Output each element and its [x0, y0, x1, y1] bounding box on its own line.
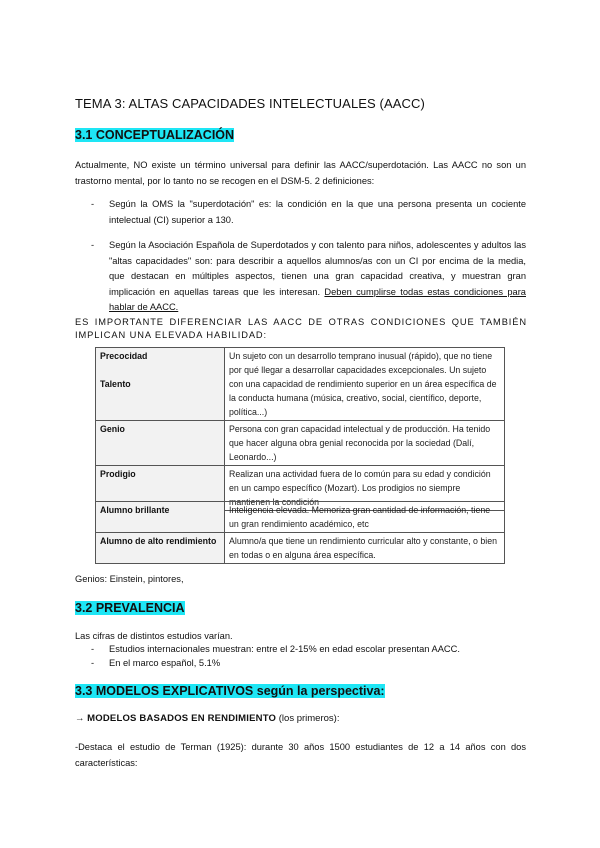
section-heading-modelos: [75, 684, 385, 698]
label-alumno-alto-rendimiento: Alumno de alto rendimiento: [96, 533, 225, 564]
page-title: TEMA 3: ALTAS CAPACIDADES INTELECTUALES (AACC): [75, 96, 425, 111]
text-genio: Persona con gran capacidad intelectual y de producción. Ha tenido que hacer alguna obra genial reconocida por la sociedad (Dalí, Leonardo...): [225, 421, 505, 466]
prevalencia-intro: Las cifras de distintos estudios varían.: [75, 631, 233, 641]
models-line: [75, 713, 339, 724]
label-talento: Talento: [100, 379, 131, 389]
bullet-dash: -: [91, 644, 95, 654]
genios-note: Genios: Einstein, pintores,: [75, 574, 184, 584]
bullet-asociacion-text: [109, 238, 526, 316]
arrow-icon: →: [75, 713, 85, 724]
text-prodigio: Realizan una actividad fuera de lo común para su edad y condición en un campo específico (Mozart). Los prodigios no siempre mantienen la condición: [225, 466, 505, 511]
table-label-cell: [96, 348, 225, 421]
models-suffix: (los primeros):: [278, 713, 340, 724]
label-genio: Genio: [96, 421, 225, 466]
text-alumno-alto-rendimiento: Alumno/a que tiene un rendimiento curricular alto y constante, o bien en todas o en alguna área específica.: [225, 533, 505, 564]
intro-paragraph: Actualmente, NO existe un término universal para definir las AACC/superdotación. Las AACC no son un trastorno mental, por lo tanto no se recogen en el DSM-5. 2 definiciones:: [75, 160, 526, 186]
bullet-oms-text: Según la OMS la "superdotación" es: la condición en la que una persona presenta un cociente intelectual (CI) superior a 130.: [109, 199, 526, 225]
section-heading-conceptualizacion: [75, 128, 234, 142]
bullet-dash: -: [91, 199, 95, 209]
label-precocidad: Precocidad: [100, 351, 148, 361]
text-talento: Un sujeto con una capacidad de rendimiento superior en un área específica de la conducta humana (música, creativo, social, científico, deporte, política...): [229, 365, 497, 417]
terman-paragraph: -Destaca el estudio de Terman (1925): durante 30 años 1500 estudiantes de 12 a 14 años con dos características:: [75, 742, 526, 768]
underlined-condition: Deben cumplirse todas estas condiciones para hablar de AACC.: [109, 286, 526, 312]
table-row: [96, 348, 505, 421]
label-alumno-brillante: Alumno brillante: [96, 502, 225, 533]
bullet-dash: -: [91, 658, 95, 668]
section-heading-prevalencia: [75, 601, 185, 615]
table-row: [96, 421, 505, 466]
table-value-cell: [225, 348, 505, 421]
models-label: MODELOS BASADOS EN RENDIMIENTO: [87, 713, 277, 724]
label-prodigio: Prodigio: [96, 466, 225, 511]
text-alumno-brillante: Inteligencia elevada. Memoriza gran cantidad de información, tiene un gran rendimiento académico, etc: [225, 502, 505, 533]
bullet-internacional-text: Estudios internacionales muestran: entre el 2-15% en edad escolar presentan AACC.: [109, 644, 460, 654]
bullet-asociacion-body: Según la Asociación Española de Superdotados y con talento para niños, adolescentes y adultos las "altas capacidades" son: para describir a aquellos alumnos/as con un CI por encima de la media, que destacan en múltiples aspectos, tienen una gran capacidad creativa, y muestran gran implicación en aquellas tareas que les interesan.: [109, 240, 526, 297]
important-note: ES IMPORTANTE DIFERENCIAR LAS AACC DE OTRAS CONDICIONES QUE TAMBIÉN IMPLICAN UNA ELEVADA HABILIDAD:: [75, 317, 527, 340]
table-row: [96, 502, 505, 533]
students-table: [95, 501, 505, 564]
heading-highlight: 3.3 MODELOS EXPLICATIVOS según la perspectiva:: [75, 684, 385, 698]
heading-highlight: 3.1 CONCEPTUALIZACIÓN: [75, 128, 235, 142]
bullet-espanol-text: En el marco español, 5.1%: [109, 658, 221, 668]
heading-highlight: 3.2 PREVALENCIA: [75, 601, 185, 615]
text-precocidad: Un sujeto con un desarrollo temprano inusual (rápido), que no tiene por qué llegar a desarrollar capacidades excepcionales.: [229, 351, 493, 375]
conditions-table: [95, 347, 505, 511]
bullet-dash: -: [91, 240, 95, 250]
table-row: [96, 533, 505, 564]
